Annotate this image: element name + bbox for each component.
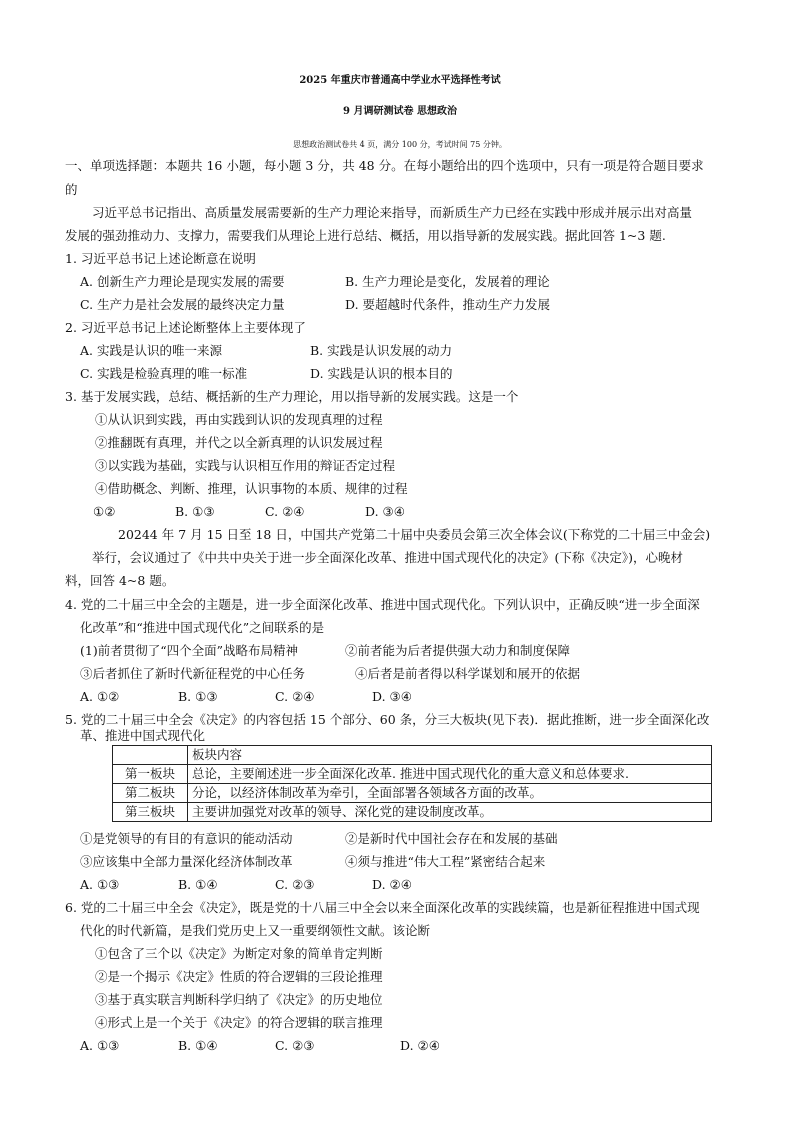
q6-statement-2: ②是一个揭示《决定》性质的符合逻辑的三段论推理: [95, 969, 383, 984]
q4-stem-cont: 化改革”和“推进中国式现代化”之间联系的是: [80, 620, 325, 635]
material2-line1: 20244 年 7 月 15 日至 18 日，中国共产党第二十届中央委员会第三次全体会议(下称党的二十届三中金会): [118, 527, 711, 542]
q5-statement-4: ④须与推进“伟大工程”紧密结合起来: [345, 854, 546, 869]
table-cell-name: 第一板块: [113, 765, 188, 784]
q6-stem-cont: 代化的时代新篇，是我们党历史上又一重要纲领性文献。该论断: [80, 923, 431, 938]
q5-option-a: A. ①③: [80, 877, 120, 892]
material1-line2: 发展的强劲推动力、支撑力，需要我们从理论上进行总结、概括，用以指导新的发展实践。据此回答 1~3 题.: [65, 228, 666, 243]
q5-option-d: D. ②④: [372, 877, 412, 892]
q6-option-b: B. ①④: [178, 1038, 218, 1053]
q5-statement-1: ①是党领导的有目的有意识的能动活动: [80, 831, 293, 846]
q2-option-d: D. 实践是认识的根本目的: [310, 366, 453, 381]
exam-meta: 思想政治测试卷共 4 页，满分 100 分，考试时间 75 分钟。: [293, 140, 507, 149]
q3-option-d: D. ③④: [365, 504, 405, 519]
q3-option-b: B. ①③: [175, 504, 215, 519]
q5-option-c: C. ②③: [275, 877, 315, 892]
q6-statement-3: ③基于真实联言判断科学归纳了《决定》的历史地位: [95, 992, 383, 1007]
q5-option-b: B. ①④: [178, 877, 218, 892]
material2-line2: 举行，会议通过了《中共中央关于进一步全面深化改革、推进中国式现代化的决定》(下称《决定》)，心晚材: [92, 550, 684, 565]
q3-statement-3: ③以实践为基础，实践与认识相互作用的辩证否定过程: [95, 458, 396, 473]
section-heading: 一、单项选择题：本题共 16 小题，每小题 3 分，共 48 分。在每小题给出的四个选项中，只有一项是符合题目要求: [65, 158, 704, 173]
q6-option-d: D. ②④: [400, 1038, 440, 1053]
table-cell-name: 第三板块: [113, 803, 188, 822]
q3-statement-2: ②推翻既有真理，并代之以全新真理的认识发展过程: [95, 435, 383, 450]
q5-section-table: [112, 745, 712, 822]
q4-option-c: C. ②④: [275, 689, 315, 704]
q2-stem: 2. 习近平总书记上述论断整体上主要体现了: [65, 320, 306, 335]
q5-stem-cont: 革、推进中国式现代化: [80, 728, 206, 743]
q4-statement-3: ③后者抓住了新时代新征程党的中心任务: [80, 666, 306, 681]
exam-title-line1: 2025 年重庆市普通高中学业水平选择性考试: [299, 75, 501, 86]
q1-option-d: D. 要超越时代条件，推动生产力发展: [345, 297, 551, 312]
exam-title-line2: 9 月调研测试卷 思想政治: [343, 106, 457, 117]
q3-option-a: ①②: [93, 504, 116, 519]
q3-stem: 3. 基于发展实践，总结、概括新的生产力理论，用以指导新的发展实践。这是一个: [65, 389, 519, 404]
q4-option-a: A. ①②: [80, 689, 120, 704]
q6-statement-1: ①包含了三个以《决定》为断定对象的简单肯定判断: [95, 946, 383, 961]
q4-option-b: B. ①③: [178, 689, 218, 704]
q2-option-a: A. 实践是认识的唯一来源: [80, 343, 222, 358]
q1-option-a: A. 创新生产力理论是现实发展的需要: [80, 274, 285, 289]
q5-stem: 5. 党的二十届三中全会《决定》的内容包括 15 个部分、60 条，分三大板块(见下表)．据此推断，进一步全面深化改: [65, 712, 710, 727]
q6-stem: 6. 党的二十届三中全会《决定》，既是党的十八届三中全会以来全面深化改革的实践续篇，也是新征程推进中国式现: [65, 900, 700, 915]
q3-option-c: C. ②④: [265, 504, 305, 519]
q6-option-a: A. ①③: [80, 1038, 120, 1053]
table-row: [113, 765, 712, 784]
q4-stem: 4. 党的二十届三中全会的主题是，进一步全面深化改革、推进中国式现代化。下列认识中，正确反映“进一步全面深: [65, 597, 700, 612]
q2-option-b: B. 实践是认识发展的动力: [310, 343, 453, 358]
table-cell-empty: [113, 746, 188, 765]
table-cell-name: 第二板块: [113, 784, 188, 803]
q2-option-c: C. 实践是检验真理的唯一标准: [80, 366, 248, 381]
table-row: [113, 746, 712, 765]
table-header: 板块内容: [188, 746, 712, 765]
q1-option-b: B. 生产力理论是变化，发展着的理论: [345, 274, 550, 289]
material2-line3: 料，回答 4~8 题。: [65, 573, 175, 588]
table-row: [113, 803, 712, 822]
table-cell-content: 主要讲加强党对改革的领导、深化党的建设制度改革。: [188, 803, 712, 822]
q3-statement-4: ④借助概念、判断、推理，认识事物的本质、规律的过程: [95, 481, 408, 496]
q4-statement-4: ④后者是前者得以科学谋划和展开的依据: [355, 666, 581, 681]
q5-statement-2: ②是新时代中国社会存在和发展的基础: [345, 831, 558, 846]
section-heading-cont: 的: [65, 182, 78, 197]
q3-statement-1: ①从认识到实践，再由实践到认识的发现真理的过程: [95, 412, 383, 427]
q6-option-c: C. ②③: [275, 1038, 315, 1053]
q4-statement-1: (1)前者贯彻了“四个全面”战略布局精神: [80, 643, 298, 658]
table-cell-content: 分论，以经济体制改革为牵引，全面部署各领域各方面的改革。: [188, 784, 712, 803]
material1-line1: 习近平总书记指出、高质量发展需要新的生产力理论来指导，而新质生产力已经在实践中形成并展示出对高量: [92, 205, 693, 220]
table-row: [113, 784, 712, 803]
q6-statement-4: ④形式上是一个关于《决定》的符合逻辑的联言推理: [95, 1015, 383, 1030]
q4-option-d: D. ③④: [372, 689, 412, 704]
table-cell-content: 总论，主要阐述进一步全面深化改革. 推进中国式现代化的重大意义和总体要求.: [188, 765, 712, 784]
q5-statement-3: ③应该集中全部力量深化经济体制改革: [80, 854, 293, 869]
q1-option-c: C. 生产力是社会发展的最终决定力量: [80, 297, 285, 312]
q1-stem: 1. 习近平总书记上述论断意在说明: [65, 251, 256, 266]
q4-statement-2: ②前者能为后者提供强大动力和制度保障: [345, 643, 571, 658]
